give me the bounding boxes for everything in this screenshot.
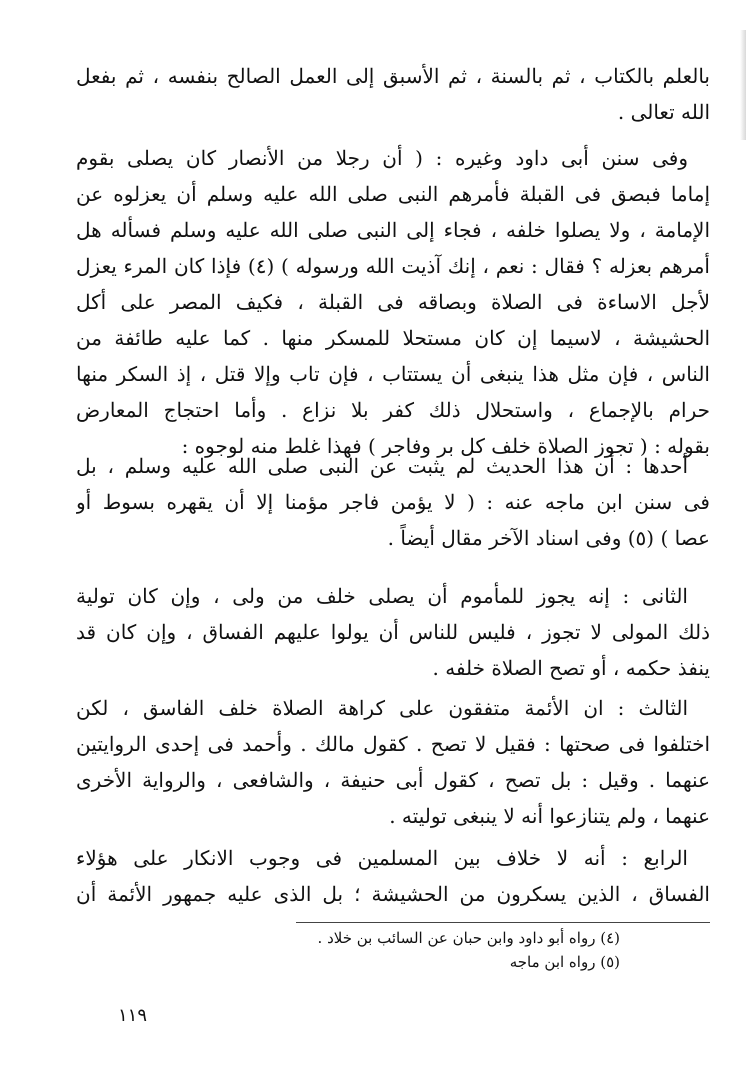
page-number: ١١٩ — [118, 1005, 148, 1026]
text-line: ذلك المولى لا تجوز ، فليس للناس أن يولوا عليهم الفساق ، وإن كان قد — [76, 620, 710, 644]
text-line: وفى سنن أبى داود وغيره : ( أن رجلا من الأنصار كان يصلى بقوم — [76, 146, 688, 170]
footnotes — [240, 926, 620, 974]
text-line: ينفذ حكمه ، أو تصح الصلاة خلفه . — [432, 656, 710, 680]
text-line: الفساق ، الذين يسكرون من الحشيشة ؛ بل الذى عليه جمهور الأئمة أن — [76, 882, 710, 906]
text-line: لأجل الاساءة فى الصلاة وبصاقه فى القبلة ، فكيف المصر على أكل — [76, 290, 710, 314]
text-line: حرام بالإجماع ، واستحلال ذلك كفر بلا نزاع . وأما احتجاج المعارض — [76, 398, 710, 422]
text-line: الرابع : أنه لا خلاف بين المسلمين فى وجوب الانكار على هؤلاء — [76, 846, 688, 870]
text-line: إماما فبصق فى القبلة فأمرهم النبى صلى الله عليه وسلم أن يعزلوه عن — [76, 182, 710, 206]
paragraph-abu-dawud-hadith — [76, 140, 710, 464]
footnote-5: (٥) رواه ابن ماجه — [509, 953, 620, 971]
text-line: الحشيشة ، لاسيما إن كان مستحلا للمسكر منها . كما عليه طائفة من — [76, 326, 710, 350]
text-line: الثانى : إنه يجوز للمأموم أن يصلى خلف من ولى ، وإن كان تولية — [76, 584, 688, 608]
text-line: بالعلم بالكتاب ، ثم بالسنة ، ثم الأسبق إلى العمل الصالح بنفسه ، ثم بفعل — [76, 64, 710, 88]
text-line: عصا ) (٥) وفى اسناد الآخر مقال أيضاً . — [387, 526, 710, 550]
text-line: عنهما ، ولم يتنازعوا أنه لا ينبغى توليته . — [389, 804, 710, 828]
text-line: الله تعالى . — [617, 100, 710, 124]
text-line: الناس ، فإن مثل هذا ينبغى أن يستتاب ، فإن تاب وإلا قتل ، إذ السكر منها — [76, 362, 710, 386]
text-line: فى سنن ابن ماجه عنه : ( لا يؤمن فاجر مؤمنا إلا أن يقهره بسوط أو — [76, 490, 710, 514]
text-line: أحدها : أن هذا الحديث لم يثبت عن النبى صلى الله عليه وسلم ، بل — [76, 454, 688, 478]
paragraph-third-reason — [76, 690, 710, 834]
footnote-divider — [296, 922, 710, 923]
footnote-4: (٤) رواه أبو داود وابن حبان عن السائب بن خلاد . — [317, 929, 620, 947]
text-line: اختلفوا فى صحتها : فقيل لا تصح . كقول مالك . وأحمد فى إحدى الروايتين — [76, 732, 710, 756]
text-line: بقوله : ( تجوز الصلاة خلف كل بر وفاجر ) فهذا غلط منه لوجوه : — [181, 434, 710, 458]
paragraph-fourth-reason — [76, 840, 710, 912]
text-line: عنهما . وقيل : بل تصح ، كقول أبى حنيفة ، والشافعى ، والرواية الأخرى — [76, 768, 710, 792]
page-edge-shadow — [740, 30, 746, 140]
text-line: الإمامة ، ولا يصلوا خلفه ، فجاء إلى النبى صلى الله عليه وسلم فسأله هل — [76, 218, 710, 242]
paragraph-first-reason — [76, 448, 710, 556]
text-line: الثالث : ان الأئمة متفقون على كراهة الصلاة خلف الفاسق ، لكن — [76, 696, 688, 720]
paragraph-second-reason — [76, 578, 710, 686]
text-line: أمرهم بعزله ؟ فقال : نعم ، إنك آذيت الله ورسوله ) (٤) فإذا كان المرء يعزل — [76, 254, 710, 278]
paragraph-continuation — [76, 58, 710, 130]
